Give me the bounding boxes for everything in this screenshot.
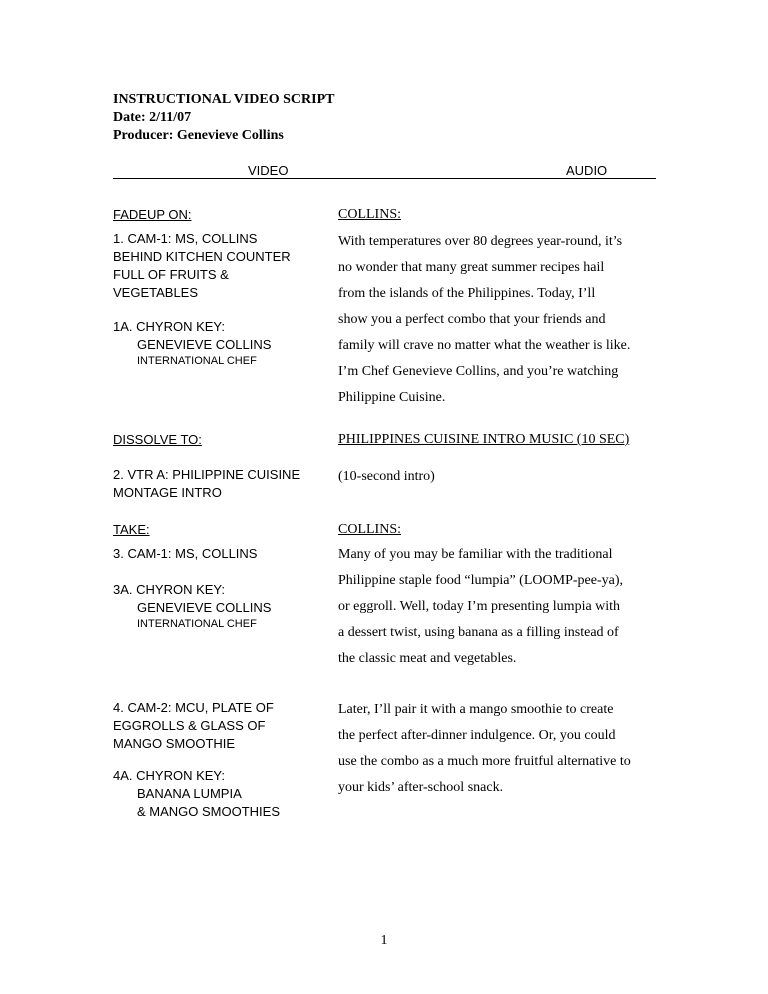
shot-4: 4. CAM-2: MCU, PLATE OF EGGROLLS & GLASS OF MANGO SMOOTHIE xyxy=(113,700,274,751)
shot-2: 2. VTR A: PHILIPPINE CUISINE MONTAGE INTRO xyxy=(113,467,301,500)
script-producer: Producer: Genevieve Collins xyxy=(113,128,284,143)
chyron-3a: 3A. CHYRON KEY: GENEVIEVE COLLINS INTERNATIONAL CHEF xyxy=(113,582,272,630)
header-rule xyxy=(113,178,656,179)
script-title: INSTRUCTIONAL VIDEO SCRIPT xyxy=(113,92,335,107)
music-cue: PHILIPPINES CUISINE INTRO MUSIC (10 SEC) xyxy=(338,432,630,447)
shot-1: 1. CAM-1: MS, COLLINS BEHIND KITCHEN COUNTER FULL OF FRUITS & VEGETABLES xyxy=(113,231,291,300)
chyron-1a: 1A. CHYRON KEY: GENEVIEVE COLLINS INTERNATIONAL CHEF xyxy=(113,319,272,367)
speaker-collins-1: COLLINS: xyxy=(338,207,401,222)
audio-block-4: Later, I’ll pair it with a mango smoothie to create the perfect after-dinner indulgence. Or, you could use the combo as a much more fruitful alternative to your kids’ after-school snack. xyxy=(338,702,631,795)
shot-3: 3. CAM-1: MS, COLLINS xyxy=(113,546,258,561)
chyron-4a: 4A. CHYRON KEY: BANANA LUMPIA & MANGO SMOOTHIES xyxy=(113,768,281,819)
page-number: 1 xyxy=(380,933,388,948)
audio-block-1: With temperatures over 80 degrees year-round, it’s no wonder that many great summer recipes hail from the islands of the Philippines. Today, I’ll show you a perfect combo that your friends and family will crave no matter what the weather is like. I’m Chef Genevieve Collins, and you’re watching Philippine Cuisine. xyxy=(338,234,631,405)
speaker-collins-2: COLLINS: xyxy=(338,522,401,537)
audio-block-3: Many of you may be familiar with the traditional Philippine staple food “lumpia” (LOOMP-pee-ya), or eggroll. Well, today I’m presenting lumpia with a dessert twist, using banana as a filling instead of the classic meat and vegetables. xyxy=(338,547,623,666)
transition-fadeup: FADEUP ON: xyxy=(113,207,192,222)
audio-block-2: (10-second intro) xyxy=(338,469,435,484)
audio-column-heading: AUDIO xyxy=(566,163,608,178)
transition-dissolve: DISSOLVE TO: xyxy=(113,432,202,447)
script-date: Date: 2/11/07 xyxy=(113,110,192,125)
video-column-heading: VIDEO xyxy=(248,163,289,178)
transition-take: TAKE: xyxy=(113,522,150,537)
